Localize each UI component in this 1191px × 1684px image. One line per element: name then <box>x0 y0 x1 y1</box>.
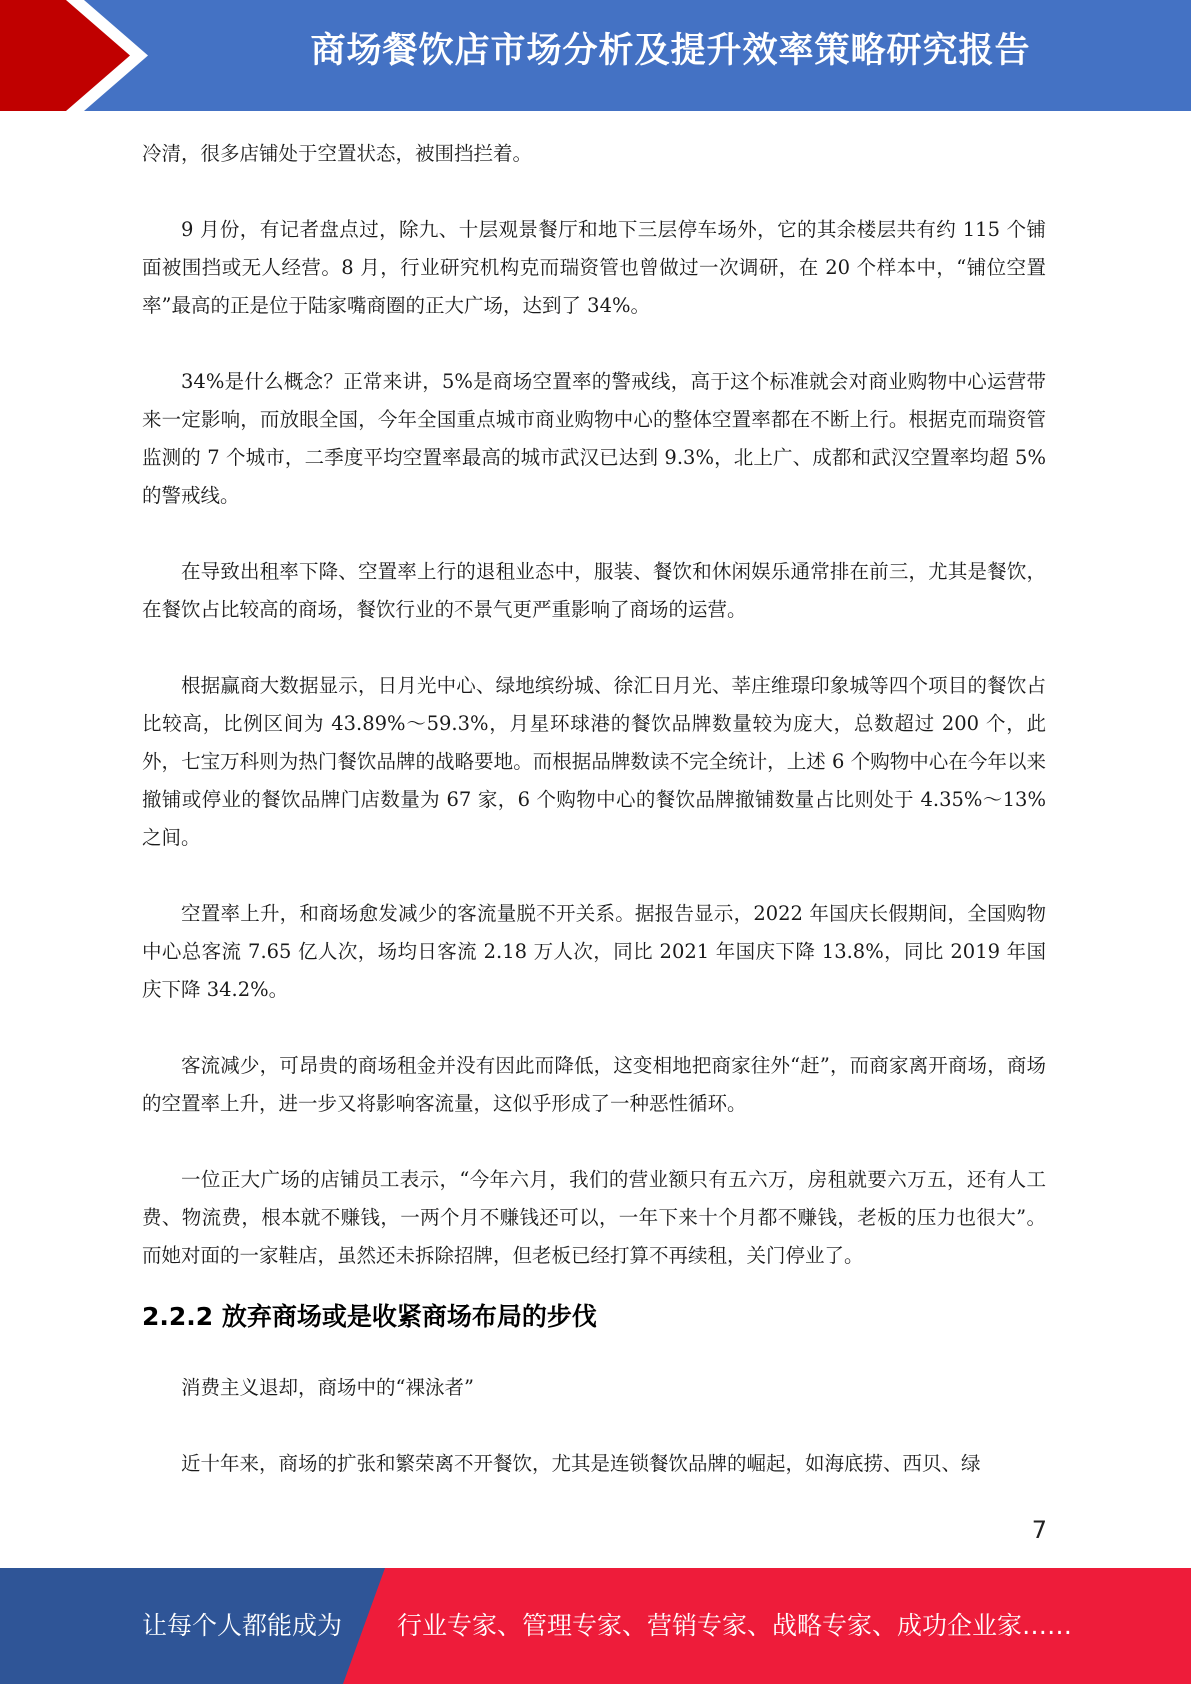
section-subtitle: 消费主义退却，商场中的“裸泳者” <box>181 1376 474 1399</box>
footer-slogan-left: 让每个人都能成为 <box>142 1611 343 1640</box>
section-heading: 2.2.2 放弃商场或是收紧商场布局的步伐 <box>142 1302 597 1331</box>
header-arrow-decoration <box>0 0 160 111</box>
paragraph: 根据赢商大数据显示，日月光中心、绿地缤纷城、徐汇日月光、莘庄维璟印象城等四个项目的餐饮占比较高，比例区间为 43.89%～59.3%，月星环球港的餐饮品牌数量较为庞大，总数超过 200 个，此外，七宝万科则为热门餐饮品牌的战略要地。而根据品牌数读不完全统计，上述 6 个购物中心在今年以来撤铺或停业的餐饮品牌门店数量为 67 家，6 个购物中心的餐饮品牌撤铺数量占比则处于 4.35%～13%之间。 <box>142 674 1046 849</box>
paragraph: 客流减少，可昂贵的商场租金并没有因此而降低，这变相地把商家往外“赶”，而商家离开商场，商场的空置率上升，进一步又将影响客流量，这似乎形成了一种恶性循环。 <box>142 1054 1046 1115</box>
paragraph: 冷清，很多店铺处于空置状态，被围挡拦着。 <box>142 142 533 165</box>
paragraph: 近十年来，商场的扩张和繁荣离不开餐饮，尤其是连锁餐饮品牌的崛起，如海底捞、西贝、绿 <box>181 1452 981 1475</box>
page-header <box>0 0 1191 111</box>
paragraph: 34%是什么概念？正常来讲，5%是商场空置率的警戒线，高于这个标准就会对商业购物中心运营带来一定影响，而放眼全国，今年全国重点城市商业购物中心的整体空置率都在不断上行。根据克而瑞资管监测的 7 个城市，二季度平均空置率最高的城市武汉已达到 9.3%，北上广、成都和武汉空置率均超 5%的警戒线。 <box>142 370 1046 507</box>
paragraph: 空置率上升，和商场愈发减少的客流量脱不开关系。据报告显示，2022 年国庆长假期间，全国购物中心总客流 7.65 亿人次，场均日客流 2.18 万人次，同比 2021 年国庆下降 13.8%，同比 2019 年国庆下降 34.2%。 <box>142 902 1046 1001</box>
page-number: 7 <box>1031 1516 1047 1544</box>
footer-slogan-right: 行业专家、管理专家、营销专家、战略专家、成功企业家…… <box>397 1611 1073 1640</box>
report-title: 商场餐饮店市场分析及提升效率策略研究报告 <box>310 31 1031 71</box>
paragraph: 在导致出租率下降、空置率上行的退租业态中，服装、餐饮和休闲娱乐通常排在前三，尤其是餐饮，在餐饮占比较高的商场，餐饮行业的不景气更严重影响了商场的运营。 <box>142 560 1046 621</box>
paragraph: 一位正大广场的店铺员工表示，“今年六月，我们的营业额只有五六万，房租就要六万五，还有人工费、物流费，根本就不赚钱，一两个月不赚钱还可以，一年下来十个月都不赚钱，老板的压力也很大”。而她对面的一家鞋店，虽然还未拆除招牌，但老板已经打算不再续租，关门停业了。 <box>142 1168 1046 1267</box>
document-body <box>142 135 1046 1521</box>
paragraph: 9 月份，有记者盘点过，除九、十层观景餐厅和地下三层停车场外，它的其余楼层共有约 115 个铺面被围挡或无人经营。8 月，行业研究机构克而瑞资管也曾做过一次调研，在 20 个样本中，“铺位空置率”最高的正是位于陆家嘴商圈的正大广场，达到了 34%。 <box>142 218 1046 317</box>
page-footer <box>0 1568 1191 1684</box>
